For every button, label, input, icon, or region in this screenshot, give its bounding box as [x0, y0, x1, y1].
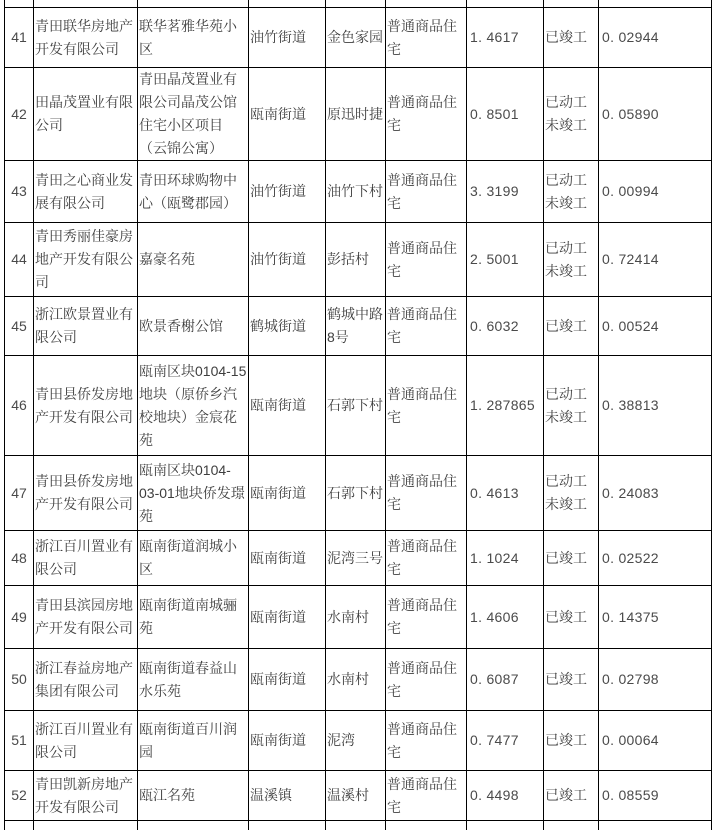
- street-cell: 瓯南街道: [249, 586, 326, 649]
- value2-cell: 0. 38813: [599, 356, 712, 456]
- company-cell: 青田县侨发房地产开发有限公司: [34, 356, 138, 456]
- table-row: [5, 68, 712, 161]
- empty-cell: [386, 0, 467, 8]
- company-cell: 浙江欧景置业有限公司: [34, 297, 138, 356]
- empty-cell: [599, 821, 712, 830]
- location-cell: 水南村: [326, 649, 386, 711]
- value2-cell: 0. 02944: [599, 8, 712, 68]
- housing-type-cell: 普通商品住宅: [386, 223, 467, 297]
- partial-row-top: [5, 0, 712, 8]
- housing-type-cell: 普通商品住宅: [386, 771, 467, 821]
- table-row: [5, 771, 712, 821]
- value2-cell: 0. 00524: [599, 297, 712, 356]
- housing-type-cell: 普通商品住宅: [386, 356, 467, 456]
- value2-cell: 0. 02522: [599, 531, 712, 586]
- table-row: [5, 297, 712, 356]
- value1-cell: 2. 5001: [467, 223, 544, 297]
- status-cell: 已竣工: [544, 531, 599, 586]
- street-cell: 瓯南街道: [249, 649, 326, 711]
- status-cell: 已竣工: [544, 711, 599, 771]
- table-row: [5, 531, 712, 586]
- table-row: [5, 456, 712, 531]
- housing-type-cell: 普通商品住宅: [386, 161, 467, 223]
- project-cell: 联华茗雅华苑小区: [138, 8, 249, 68]
- value1-cell: 0. 4613: [467, 456, 544, 531]
- empty-cell: [467, 821, 544, 830]
- empty-cell: [5, 0, 34, 8]
- empty-cell: [249, 0, 326, 8]
- value1-cell: 3. 3199: [467, 161, 544, 223]
- table-row: [5, 223, 712, 297]
- value2-cell: 0. 14375: [599, 586, 712, 649]
- value2-cell: 0. 72414: [599, 223, 712, 297]
- street-cell: 油竹街道: [249, 161, 326, 223]
- value1-cell: 1. 4606: [467, 586, 544, 649]
- value1-cell: 1. 4617: [467, 8, 544, 68]
- empty-cell: [544, 0, 599, 8]
- street-cell: 温溪镇: [249, 771, 326, 821]
- value1-cell: 1. 1024: [467, 531, 544, 586]
- table-row: [5, 649, 712, 711]
- company-cell: 田晶茂置业有限公司: [34, 68, 138, 161]
- row-number-cell: 42: [5, 68, 34, 161]
- row-number-cell: 51: [5, 711, 34, 771]
- empty-cell: [386, 821, 467, 830]
- street-cell: 鹤城街道: [249, 297, 326, 356]
- row-number-cell: 44: [5, 223, 34, 297]
- location-cell: 金色家园: [326, 8, 386, 68]
- value1-cell: 1. 287865: [467, 356, 544, 456]
- status-cell: 已竣工: [544, 771, 599, 821]
- street-cell: 瓯南街道: [249, 68, 326, 161]
- housing-type-cell: 普通商品住宅: [386, 8, 467, 68]
- row-number-cell: 43: [5, 161, 34, 223]
- value1-cell: 0. 6032: [467, 297, 544, 356]
- project-cell: 瓯南街道春益山水乐苑: [138, 649, 249, 711]
- company-cell: 青田秀丽佳豪房地产开发有限公司: [34, 223, 138, 297]
- partial-row-bottom: [5, 821, 712, 830]
- location-cell: 鹤城中路8号: [326, 297, 386, 356]
- location-cell: 石郭下村: [326, 456, 386, 531]
- company-cell: 青田凯新房地产开发有限公司: [34, 771, 138, 821]
- value1-cell: 0. 8501: [467, 68, 544, 161]
- empty-cell: [34, 0, 138, 8]
- location-cell: 温溪村: [326, 771, 386, 821]
- row-number-cell: 48: [5, 531, 34, 586]
- location-cell: 水南村: [326, 586, 386, 649]
- value2-cell: 0. 00064: [599, 711, 712, 771]
- project-cell: 欧景香榭公馆: [138, 297, 249, 356]
- value2-cell: 0. 02798: [599, 649, 712, 711]
- housing-type-cell: 普通商品住宅: [386, 68, 467, 161]
- table-row: [5, 586, 712, 649]
- value1-cell: 0. 6087: [467, 649, 544, 711]
- empty-cell: [5, 821, 34, 830]
- project-cell: 嘉豪名苑: [138, 223, 249, 297]
- table-row: [5, 711, 712, 771]
- project-cell: 瓯南街道百川润园: [138, 711, 249, 771]
- empty-cell: [249, 821, 326, 830]
- street-cell: 瓯南街道: [249, 531, 326, 586]
- value1-cell: 0. 4498: [467, 771, 544, 821]
- housing-type-cell: 普通商品住宅: [386, 711, 467, 771]
- status-cell: 已竣工: [544, 649, 599, 711]
- empty-cell: [326, 0, 386, 8]
- company-cell: 青田县滨园房地产开发有限公司: [34, 586, 138, 649]
- company-cell: 浙江百川置业有限公司: [34, 711, 138, 771]
- company-cell: 浙江百川置业有限公司: [34, 531, 138, 586]
- value1-cell: 0. 7477: [467, 711, 544, 771]
- project-cell: 瓯南区块0104-03-01地块侨发璟苑: [138, 456, 249, 531]
- status-cell: 已动工未竣工: [544, 68, 599, 161]
- row-number-cell: 49: [5, 586, 34, 649]
- street-cell: 油竹街道: [249, 8, 326, 68]
- value2-cell: 0. 05890: [599, 68, 712, 161]
- row-number-cell: 52: [5, 771, 34, 821]
- location-cell: 油竹下村: [326, 161, 386, 223]
- project-cell: 瓯江名苑: [138, 771, 249, 821]
- value2-cell: 0. 08559: [599, 771, 712, 821]
- location-cell: 彭括村: [326, 223, 386, 297]
- status-cell: 已动工未竣工: [544, 161, 599, 223]
- empty-cell: [34, 821, 138, 830]
- empty-cell: [326, 821, 386, 830]
- empty-cell: [544, 821, 599, 830]
- project-cell: 瓯南区块0104-15地块（原侨乡汽校地块）金宸花苑: [138, 356, 249, 456]
- status-cell: 已动工未竣工: [544, 456, 599, 531]
- row-number-cell: 46: [5, 356, 34, 456]
- empty-cell: [467, 0, 544, 8]
- location-cell: 泥湾: [326, 711, 386, 771]
- table-row: [5, 161, 712, 223]
- row-number-cell: 50: [5, 649, 34, 711]
- row-number-cell: 41: [5, 8, 34, 68]
- housing-type-cell: 普通商品住宅: [386, 649, 467, 711]
- status-cell: 已竣工: [544, 297, 599, 356]
- row-number-cell: 45: [5, 297, 34, 356]
- location-cell: 泥湾三号: [326, 531, 386, 586]
- company-cell: 青田联华房地产开发有限公司: [34, 8, 138, 68]
- status-cell: 已竣工: [544, 586, 599, 649]
- data-table: [4, 0, 712, 830]
- housing-type-cell: 普通商品住宅: [386, 586, 467, 649]
- row-number-cell: 47: [5, 456, 34, 531]
- company-cell: 青田之心商业发展有限公司: [34, 161, 138, 223]
- status-cell: 已动工未竣工: [544, 223, 599, 297]
- value2-cell: 0. 00994: [599, 161, 712, 223]
- company-cell: 青田县侨发房地产开发有限公司: [34, 456, 138, 531]
- value2-cell: 0. 24083: [599, 456, 712, 531]
- status-cell: 已动工未竣工: [544, 356, 599, 456]
- housing-type-cell: 普通商品住宅: [386, 456, 467, 531]
- status-cell: 已竣工: [544, 8, 599, 68]
- empty-cell: [599, 0, 712, 8]
- housing-type-cell: 普通商品住宅: [386, 297, 467, 356]
- location-cell: 原迅时捷: [326, 68, 386, 161]
- street-cell: 油竹街道: [249, 223, 326, 297]
- empty-cell: [138, 0, 249, 8]
- project-cell: 青田环球购物中心（瓯鹭郡园）: [138, 161, 249, 223]
- street-cell: 瓯南街道: [249, 456, 326, 531]
- street-cell: 瓯南街道: [249, 356, 326, 456]
- project-cell: 瓯南街道润城小区: [138, 531, 249, 586]
- location-cell: 石郭下村: [326, 356, 386, 456]
- project-cell: 瓯南街道南城骊苑: [138, 586, 249, 649]
- empty-cell: [138, 821, 249, 830]
- table-row: [5, 356, 712, 456]
- company-cell: 浙江春益房地产集团有限公司: [34, 649, 138, 711]
- housing-type-cell: 普通商品住宅: [386, 531, 467, 586]
- street-cell: 瓯南街道: [249, 711, 326, 771]
- project-cell: 青田晶茂置业有限公司晶茂公馆住宅小区项目（云锦公寓）: [138, 68, 249, 161]
- table-row: [5, 8, 712, 68]
